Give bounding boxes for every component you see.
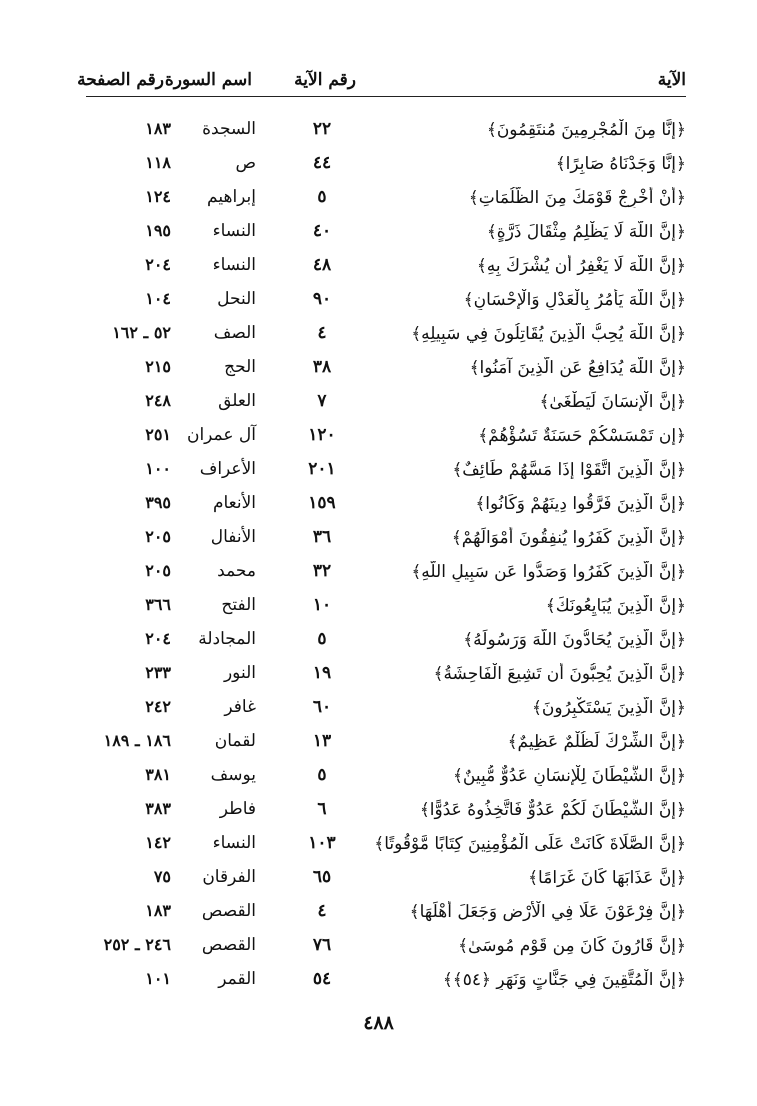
verse-number: ١٠ — [312, 595, 332, 615]
page-reference: ١٨٦ ـ ١٨٩ — [103, 731, 171, 750]
page-reference: ٢٠٥ — [145, 561, 171, 580]
table-row — [86, 692, 686, 726]
surah-name: آل عمران — [186, 425, 256, 445]
verse-text: ﴿إِنَّ الَّذِينَ يُبَايِعُونَكَ﴾ — [545, 596, 686, 616]
verse-number: ٤ — [317, 323, 327, 343]
surah-name: فاطر — [219, 799, 256, 819]
surah-name: ص — [235, 153, 256, 173]
page-number-footer: ٤٨٨ — [363, 1012, 394, 1034]
table-row — [86, 318, 686, 352]
surah-name: غافر — [224, 697, 256, 717]
page-reference: ١٢٤ — [145, 187, 171, 206]
table-row — [86, 862, 686, 896]
table-row — [86, 250, 686, 284]
verse-number: ٥ — [317, 187, 327, 207]
table-row — [86, 284, 686, 318]
surah-name: الصف — [213, 323, 256, 343]
verse-text: ﴿إِنَّ اللَّهَ يُدَافِعُ عَنِ الَّذِينَ آمَنُوا﴾ — [469, 358, 686, 378]
verse-number: ٦٥ — [312, 867, 332, 887]
surah-name: لقمان — [214, 731, 256, 751]
table-row — [86, 930, 686, 964]
surah-name: القمر — [218, 969, 256, 989]
table-row — [86, 556, 686, 590]
verse-text: ﴿إِنَّ فِرْعَوْنَ عَلَا فِي الْأَرْضِ وَجَعَلَ أَهْلَهَا﴾ — [409, 902, 686, 922]
verse-text: ﴿إِنَّ الَّذِينَ يَسْتَكْبِرُونَ﴾ — [531, 698, 686, 718]
surah-name: الحج — [224, 357, 256, 377]
header-surah-name: اسم السورة — [164, 70, 252, 90]
verse-text: ﴿إِن تَمْسَسْكُمْ حَسَنَةٌ تَسُؤْهُمْ﴾ — [478, 426, 686, 446]
verse-number: ٣٦ — [312, 527, 332, 547]
verse-number: ٧ — [317, 391, 327, 411]
page-reference: ١٤٢ — [145, 833, 171, 852]
verse-number: ٢٠١ — [308, 459, 336, 479]
verse-text: ﴿إِنَّ الصَّلَاةَ كَانَتْ عَلَى الْمُؤْمِنِينَ كِتَابًا مَّوْقُوتًا﴾ — [374, 834, 686, 854]
verse-number: ٣٢ — [312, 561, 332, 581]
verse-number: ٥ — [317, 765, 327, 785]
verse-text: ﴿إِنَّ الَّذِينَ يُحِبُّونَ أَن تَشِيعَ الْفَاحِشَةُ﴾ — [433, 664, 686, 684]
verse-text: ﴿أَنْ أَخْرِجْ قَوْمَكَ مِنَ الظُّلُمَاتِ﴾ — [468, 188, 686, 208]
verse-number: ٢٢ — [312, 119, 332, 139]
verse-text: ﴿إِنَّ اللَّهَ يَأْمُرُ بِالْعَدْلِ وَالْإِحْسَانِ﴾ — [463, 290, 686, 310]
table-row — [86, 522, 686, 556]
verse-index-table — [86, 114, 686, 998]
header-verse: الآية — [657, 70, 686, 90]
page-reference: ٢٠٥ — [145, 527, 171, 546]
verse-number: ٩٠ — [312, 289, 332, 309]
page-reference: ٧٥ — [153, 867, 171, 886]
page-reference: ١٨٣ — [145, 119, 171, 138]
table-row — [86, 114, 686, 148]
table-row — [86, 896, 686, 930]
surah-name: النساء — [212, 833, 256, 853]
table-row — [86, 352, 686, 386]
table-row — [86, 828, 686, 862]
verse-number: ٤ — [317, 901, 327, 921]
verse-number: ١٢٠ — [308, 425, 336, 445]
table-header — [77, 62, 686, 97]
table-row — [86, 624, 686, 658]
verse-number: ٤٨ — [312, 255, 332, 275]
verse-text: ﴿إِنَّ الَّذِينَ فَرَّقُوا دِينَهُمْ وَكَانُوا﴾ — [475, 494, 686, 514]
verse-number: ١٠٣ — [308, 833, 336, 853]
surah-name: المجادلة — [198, 629, 256, 649]
verse-number: ٤٤ — [312, 153, 332, 173]
page-reference: ٣٨١ — [145, 765, 171, 784]
surah-name: النساء — [212, 255, 256, 275]
table-row — [86, 590, 686, 624]
surah-name: النساء — [212, 221, 256, 241]
verse-number: ٦٠ — [312, 697, 332, 717]
page-reference: ٣٦٦ — [145, 595, 171, 614]
page-reference: ١٠٠ — [145, 459, 171, 478]
verse-text: ﴿إِنَّ الْإِنسَانَ لَيَطْغَىٰ﴾ — [539, 392, 686, 412]
verse-text: ﴿إِنَّ الَّذِينَ يُحَادُّونَ اللَّهَ وَرَسُولَهُ﴾ — [463, 630, 686, 650]
table-row — [86, 760, 686, 794]
surah-name: الفتح — [221, 595, 256, 615]
verse-text: ﴿إِنَّ اللَّهَ لَا يَظْلِمُ مِثْقَالَ ذَرَّةٍ﴾ — [486, 222, 686, 242]
page-reference: ١٩٥ — [145, 221, 171, 240]
page-reference: ١٠٤ — [145, 289, 171, 308]
page-reference: ٢٤٢ — [145, 697, 171, 716]
verse-text: ﴿إِنَّ الشِّرْكَ لَظُلْمٌ عَظِيمٌ﴾ — [507, 732, 686, 752]
header-page-number: رقم الصفحة — [77, 70, 164, 90]
page-reference: ٢٤٦ ـ ٢٥٢ — [103, 935, 171, 954]
page-reference: ١٠١ — [145, 969, 171, 988]
table-row — [86, 148, 686, 182]
surah-name: الأعراف — [199, 459, 256, 479]
page-reference: ٢٠٤ — [145, 629, 171, 648]
table-row — [86, 420, 686, 454]
verse-text: ﴿إِنَّ اللَّهَ يُحِبُّ الَّذِينَ يُقَاتِلُونَ فِي سَبِيلِهِ﴾ — [411, 324, 686, 344]
table-row — [86, 216, 686, 250]
verse-number: ٦ — [317, 799, 327, 819]
surah-name: السجدة — [202, 119, 256, 139]
verse-number: ٧٦ — [312, 935, 332, 955]
verse-number: ٥٤ — [312, 969, 332, 989]
surah-name: القصص — [201, 935, 256, 955]
page-reference: ٢٠٤ — [145, 255, 171, 274]
page-reference: ٢٤٨ — [145, 391, 171, 410]
surah-name: إبراهيم — [207, 187, 256, 207]
table-row — [86, 658, 686, 692]
surah-name: النور — [223, 663, 256, 683]
table-row — [86, 488, 686, 522]
table-row — [86, 726, 686, 760]
verse-text: ﴿إِنَّ الَّذِينَ كَفَرُوا يُنفِقُونَ أَمْوَالَهُمْ﴾ — [451, 528, 686, 548]
verse-text: ﴿إِنَّ عَذَابَهَا كَانَ غَرَامًا﴾ — [528, 868, 686, 888]
surah-name: محمد — [217, 561, 256, 581]
page-reference: ٣٨٣ — [145, 799, 171, 818]
page-reference: ١١٨ — [145, 153, 171, 172]
verse-text: ﴿إِنَّ اللَّهَ لَا يَغْفِرُ أَن يُشْرَكَ بِهِ﴾ — [476, 256, 686, 276]
page-reference: ٢١٥ — [145, 357, 171, 376]
verse-text: ﴿إِنَّا وَجَدْنَاهُ صَابِرًا﴾ — [555, 154, 686, 174]
surah-name: النحل — [217, 289, 256, 309]
surah-name: يوسف — [210, 765, 256, 785]
verse-text: ﴿إِنَّ الشَّيْطَانَ لَكُمْ عَدُوٌّ فَاتَّخِذُوهُ عَدُوًّا﴾ — [419, 800, 686, 820]
verse-text: ﴿إِنَّ الَّذِينَ كَفَرُوا وَصَدُّوا عَن سَبِيلِ اللَّهِ﴾ — [411, 562, 686, 582]
page-reference: ٥٢ ـ ١٦٢ — [112, 323, 171, 342]
page-reference: ٢٣٣ — [145, 663, 171, 682]
verse-number: ١٩ — [312, 663, 332, 683]
page-reference: ٢٥١ — [145, 425, 171, 444]
header-verse-number: رقم الآية — [294, 70, 356, 90]
surah-name: الأنعام — [212, 493, 256, 513]
verse-text: ﴿إِنَّ قَارُونَ كَانَ مِن قَوْمِ مُوسَىٰ﴾ — [458, 936, 686, 956]
verse-number: ١٥٩ — [308, 493, 336, 513]
table-row — [86, 454, 686, 488]
table-row — [86, 794, 686, 828]
page-reference: ١٨٣ — [145, 901, 171, 920]
table-row — [86, 386, 686, 420]
verse-number: ٣٨ — [312, 357, 332, 377]
surah-name: العلق — [218, 391, 256, 411]
surah-name: الأنفال — [210, 527, 256, 547]
surah-name: الفرقان — [202, 867, 256, 887]
surah-name: القصص — [201, 901, 256, 921]
table-row — [86, 964, 686, 998]
verse-text: ﴿إِنَّ الَّذِينَ اتَّقَوْا إِذَا مَسَّهُمْ طَائِفٌ﴾ — [452, 460, 686, 480]
verse-number: ٤٠ — [312, 221, 332, 241]
verse-text: ﴿إِنَّ الشَّيْطَانَ لِلْإِنسَانِ عَدُوٌّ مُّبِينٌ﴾ — [452, 766, 686, 786]
verse-number: ١٣ — [312, 731, 332, 751]
verse-text: ﴿إِنَّا مِنَ الْمُجْرِمِينَ مُنتَقِمُونَ﴾ — [486, 120, 686, 140]
verse-text: ﴿إِنَّ الْمُتَّقِينَ فِي جَنَّاتٍ وَنَهَرٍ ﴿٥٤﴾﴾ — [442, 970, 686, 990]
table-row — [86, 182, 686, 216]
page-reference: ٣٩٥ — [145, 493, 171, 512]
verse-number: ٥ — [317, 629, 327, 649]
